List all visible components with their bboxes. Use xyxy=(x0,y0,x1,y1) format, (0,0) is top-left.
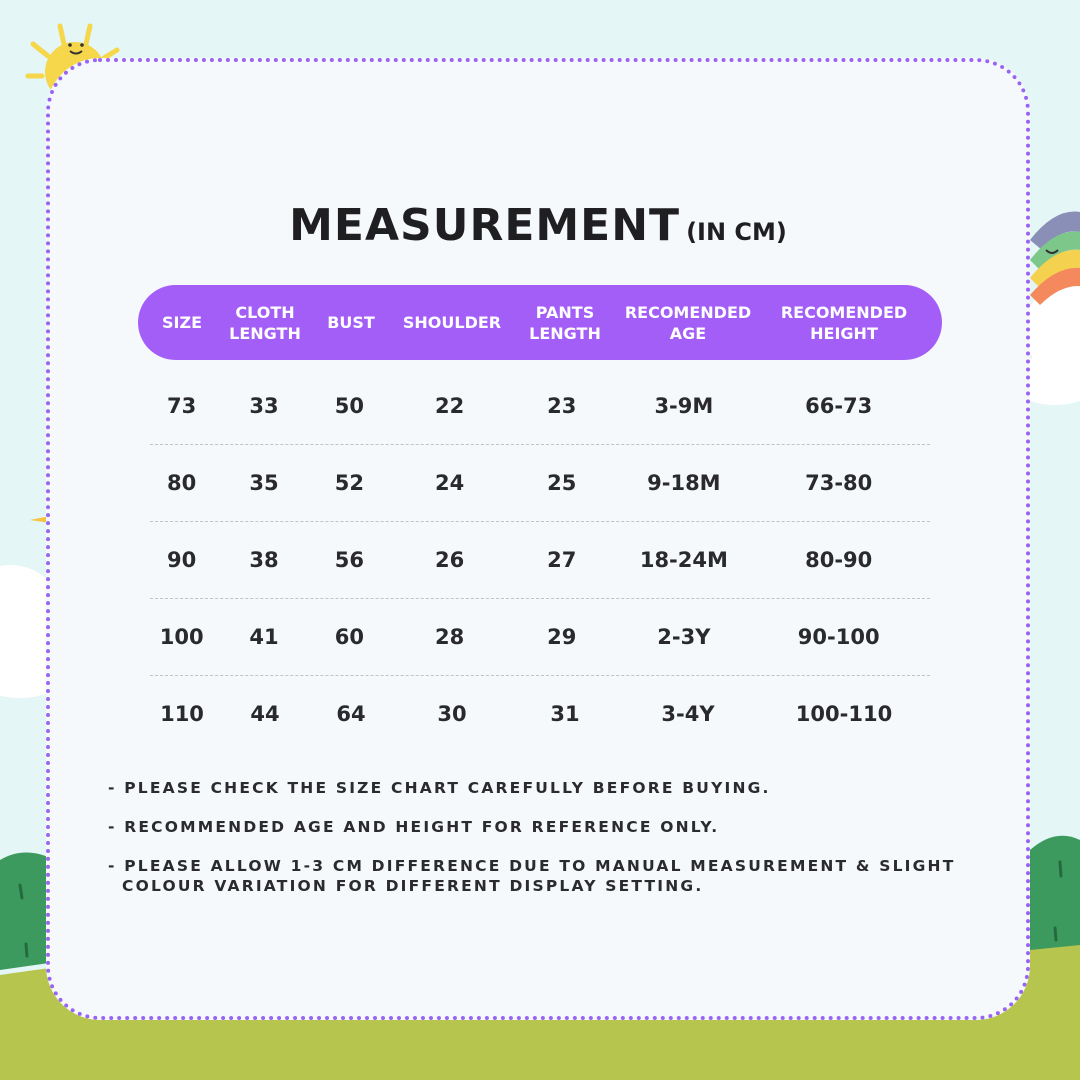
header-pants-length: PANTS LENGTH xyxy=(529,302,601,343)
cell-recommended-height: 73-80 xyxy=(805,471,873,495)
cell-size: 100 xyxy=(159,625,204,649)
cell-cloth-length: 35 xyxy=(249,471,279,495)
cell-recommended-height: 66-73 xyxy=(805,394,873,418)
cell-recommended-age: 3-4Y xyxy=(661,702,715,726)
cell-bust: 52 xyxy=(334,471,365,495)
table-header xyxy=(138,285,942,360)
table-row xyxy=(150,445,930,522)
cell-shoulder: 28 xyxy=(435,625,465,649)
table-row xyxy=(150,599,930,676)
cell-size: 110 xyxy=(160,702,204,726)
cell-pants-length: 29 xyxy=(547,625,577,649)
cell-recommended-age: 2-3Y xyxy=(657,625,711,649)
size-table xyxy=(138,285,942,752)
cell-recommended-age: 9-18M xyxy=(647,471,721,495)
header-size: SIZE xyxy=(161,313,202,332)
cell-bust: 60 xyxy=(334,625,365,649)
table-row xyxy=(150,522,930,599)
table-row xyxy=(150,368,930,445)
cell-shoulder: 22 xyxy=(435,394,465,418)
bush-icon xyxy=(1030,836,1080,950)
cell-bust: 64 xyxy=(336,702,366,726)
title-main: MEASUREMENT xyxy=(289,200,681,251)
cell-cloth-length: 33 xyxy=(249,394,279,418)
header-cloth-length: CLOTH LENGTH xyxy=(229,302,301,343)
cell-size: 90 xyxy=(167,548,197,572)
cell-cloth-length: 41 xyxy=(249,625,279,649)
header-bust: BUST xyxy=(327,313,375,332)
cell-recommended-height: 80-90 xyxy=(805,548,873,572)
cell-pants-length: 23 xyxy=(547,394,577,418)
cell-recommended-age: 18-24M xyxy=(639,548,728,572)
note-item: - RECOMMENDED AGE AND HEIGHT FOR REFERENCE ONLY. xyxy=(108,818,720,836)
cell-pants-length: 25 xyxy=(547,471,577,495)
header-recommended-age: RECOMENDED AGE xyxy=(624,302,752,343)
cell-pants-length: 27 xyxy=(547,548,577,572)
notes-list xyxy=(108,778,988,915)
cell-size: 80 xyxy=(167,471,197,495)
cell-recommended-height: 90-100 xyxy=(797,625,880,649)
cell-recommended-age: 3-9M xyxy=(654,394,714,418)
cell-cloth-length: 38 xyxy=(249,548,279,572)
cell-shoulder: 30 xyxy=(437,702,467,726)
cell-bust: 50 xyxy=(334,394,365,418)
cell-shoulder: 24 xyxy=(435,471,465,495)
header-recommended-height: RECOMENDED HEIGHT xyxy=(780,302,908,343)
cell-shoulder: 26 xyxy=(435,548,465,572)
note-item: - PLEASE CHECK THE SIZE CHART CAREFULLY BEFORE BUYING. xyxy=(108,779,771,797)
page-title xyxy=(46,200,1030,251)
cell-bust: 56 xyxy=(334,548,365,572)
table-row xyxy=(138,676,942,752)
title-unit: (IN CM) xyxy=(686,218,787,246)
header-shoulder: SHOULDER xyxy=(402,313,502,332)
cell-pants-length: 31 xyxy=(550,702,580,726)
note-item: - PLEASE ALLOW 1-3 CM DIFFERENCE DUE TO MANUAL MEASUREMENT & SLIGHT COLOUR VARIATION FOR DIFFERENT DISPLAY SETTING. xyxy=(108,857,956,895)
cell-recommended-height: 100-110 xyxy=(795,702,893,726)
cell-cloth-length: 44 xyxy=(250,702,280,726)
cell-size: 73 xyxy=(167,394,197,418)
